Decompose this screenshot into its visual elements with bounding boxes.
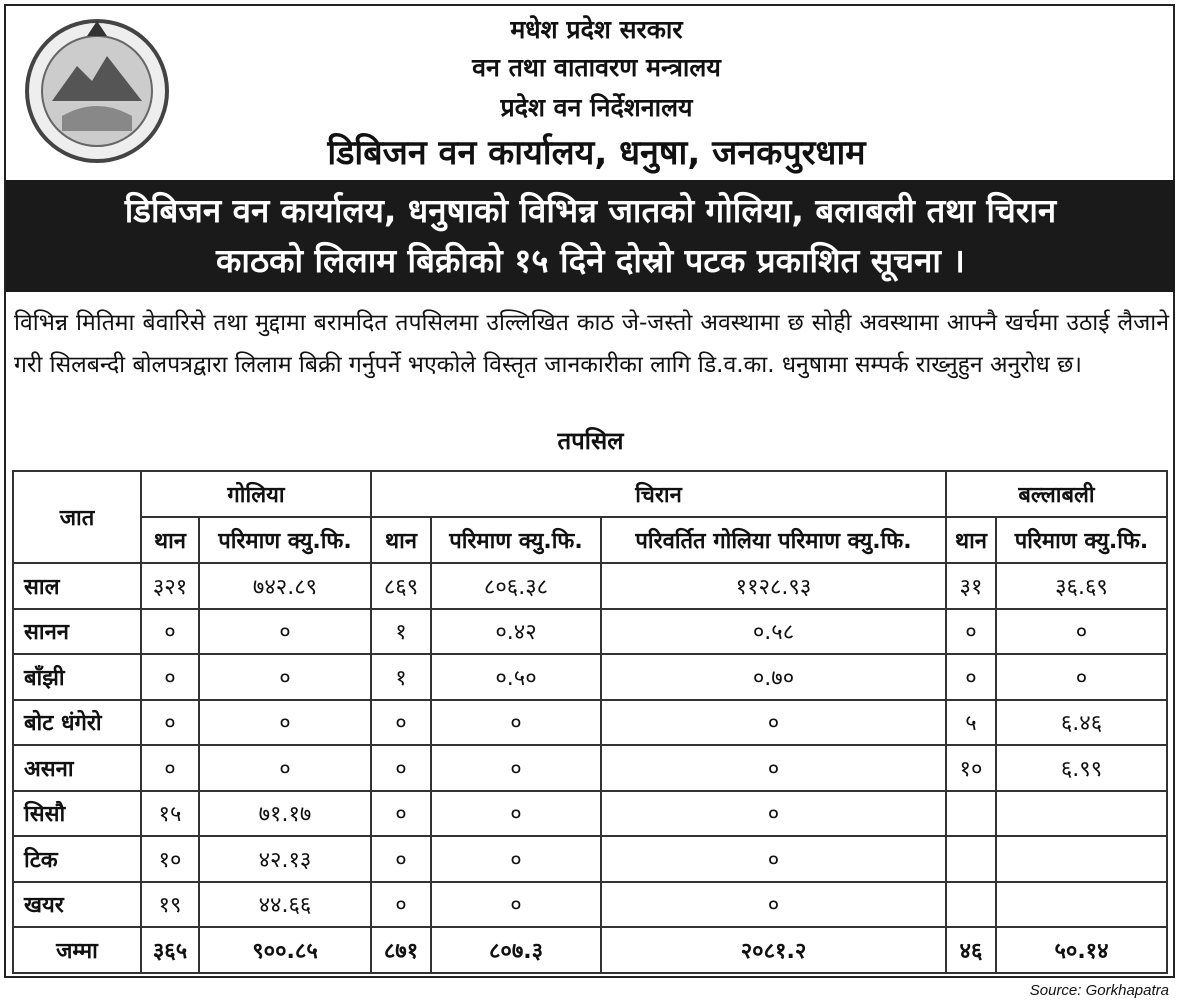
col-goliya-than: थान: [141, 517, 199, 563]
table-cell: १५: [141, 791, 199, 837]
species-cell: साल: [13, 563, 141, 609]
header-province: मधेश प्रदेश सरकार: [510, 15, 683, 44]
table-row: [13, 836, 1167, 882]
table-cell: ०: [199, 654, 371, 700]
schedule-heading: तपसिल: [557, 427, 624, 455]
source-credit: Source: Gorkhapatra: [1029, 982, 1169, 999]
table-cell: ०: [371, 745, 431, 791]
table-cell: ०: [199, 700, 371, 746]
species-cell: सानन: [13, 609, 141, 655]
table-cell: ८६९: [371, 563, 431, 609]
table-cell: ०: [371, 791, 431, 837]
table-cell: ४६: [946, 927, 996, 973]
table-cell: [946, 836, 996, 882]
table-cell: ०: [946, 609, 996, 655]
table-cell: ०: [141, 609, 199, 655]
species-cell: सिसौ: [13, 791, 141, 837]
table-cell: ३२१: [141, 563, 199, 609]
table-cell: [946, 791, 996, 837]
total-row: [13, 927, 1167, 973]
table-cell: ०: [141, 745, 199, 791]
table-cell: ३६५: [141, 927, 199, 973]
table-cell: ०: [946, 654, 996, 700]
table-row: [13, 745, 1167, 791]
species-cell: बाँझी: [13, 654, 141, 700]
table-cell: ६.४६: [996, 700, 1167, 746]
table-cell: १९: [141, 882, 199, 928]
table-cell: ८७१: [371, 927, 431, 973]
group-balabali: बल्लाबली: [946, 471, 1167, 517]
table-cell: ०: [431, 882, 601, 928]
table-cell: १०: [141, 836, 199, 882]
table-cell: ०.५८: [601, 609, 946, 655]
table-row: [13, 563, 1167, 609]
table-row: [13, 882, 1167, 928]
species-cell: टिक: [13, 836, 141, 882]
table-cell: ०.७०: [601, 654, 946, 700]
notice-title-line2: काठको लिलाम बिक्रीको १५ दिने दोस्रो पटक प्रकाशित सूचना ।: [216, 241, 965, 280]
table-cell: ०: [141, 654, 199, 700]
group-goliya: गोलिया: [141, 471, 371, 517]
table-cell: ०: [199, 609, 371, 655]
notice-title-line1: डिबिजन वन कार्यालय, धनुषाको विभिन्न जातको गोलिया, बलाबली तथा चिरान: [124, 191, 1057, 230]
table-cell: ४२.१३: [199, 836, 371, 882]
table-cell: ०: [371, 836, 431, 882]
table-cell: ८०७.३: [431, 927, 601, 973]
table-cell: २०८१.२: [601, 927, 946, 973]
table-cell: ०: [996, 654, 1167, 700]
table-cell: ०: [431, 700, 601, 746]
table-cell: ०: [996, 609, 1167, 655]
table-cell: ४४.६६: [199, 882, 371, 928]
table-cell: ०: [601, 700, 946, 746]
col-chiran-than: थान: [371, 517, 431, 563]
table-cell: ११२८.९३: [601, 563, 946, 609]
table-cell: ०: [371, 882, 431, 928]
notice-body: विभिन्न मितिमा बेवारिसे तथा मुद्दामा बरामदित तपसिलमा उल्लिखित काठ जे-जस्तो अवस्थामा छ सोही अवस्थामा आफ्नै खर्चमा उठाई लैजाने गरी सिलबन्दी बोलपत्रद्वारा लिलाम बिक्री गर्नुपर्ने भएकोले विस्तृत जानकारीका लागि डि.व.का. धनुषामा सम्पर्क राख्नुहुन अनुरोध छ।: [14, 310, 1169, 378]
table-cell: ०: [431, 791, 601, 837]
table-cell: ०: [141, 700, 199, 746]
table-cell: ६.९९: [996, 745, 1167, 791]
species-cell: जम्मा: [13, 927, 141, 973]
col-species: जात: [13, 471, 141, 563]
table-cell: ०.४२: [431, 609, 601, 655]
col-chiran-converted: परिवर्तित गोलिया परिमाण क्यु.फि.: [601, 517, 946, 563]
table-cell: ७४२.८९: [199, 563, 371, 609]
table-cell: ७१.१७: [199, 791, 371, 837]
table-cell: ५०.१४: [996, 927, 1167, 973]
table-cell: ०: [431, 836, 601, 882]
species-cell: खयर: [13, 882, 141, 928]
table-cell: ०: [601, 836, 946, 882]
timber-table: [12, 470, 1168, 974]
table-cell: १: [371, 654, 431, 700]
notice-title: [6, 180, 1175, 292]
table-cell: [996, 836, 1167, 882]
col-chiran-parimaan: परिमाण क्यु.फि.: [431, 517, 601, 563]
table-cell: १: [371, 609, 431, 655]
species-cell: असना: [13, 745, 141, 791]
table-row: [13, 609, 1167, 655]
table-row: [13, 791, 1167, 837]
table-cell: [946, 882, 996, 928]
header-directorate: प्रदेश वन निर्देशनालय: [500, 93, 693, 122]
table-cell: ९००.८५: [199, 927, 371, 973]
table-cell: ०: [601, 745, 946, 791]
table-cell: [996, 791, 1167, 837]
table-cell: ०: [601, 882, 946, 928]
col-goliya-parimaan: परिमाण क्यु.फि.: [199, 517, 371, 563]
table-cell: १०: [946, 745, 996, 791]
table-row: [13, 654, 1167, 700]
table-cell: ३६.६९: [996, 563, 1167, 609]
header-office: डिबिजन वन कार्यालय, धनुषा, जनकपुरधाम: [327, 133, 866, 173]
table-cell: ०: [431, 745, 601, 791]
header: [6, 6, 1173, 178]
table-cell: ०: [199, 745, 371, 791]
table-cell: ०: [601, 791, 946, 837]
table-cell: ०.५०: [431, 654, 601, 700]
table-cell: ५: [946, 700, 996, 746]
col-balabali-than: थान: [946, 517, 996, 563]
species-cell: बोट धंगेरो: [13, 700, 141, 746]
group-chiran: चिरान: [371, 471, 946, 517]
col-balabali-parimaan: परिमाण क्यु.फि.: [996, 517, 1167, 563]
table-cell: ३१: [946, 563, 996, 609]
table-cell: ८०६.३८: [431, 563, 601, 609]
table-cell: ०: [371, 700, 431, 746]
table-cell: [996, 882, 1167, 928]
header-ministry: वन तथा वातावरण मन्त्रालय: [472, 53, 721, 82]
table-row: [13, 700, 1167, 746]
